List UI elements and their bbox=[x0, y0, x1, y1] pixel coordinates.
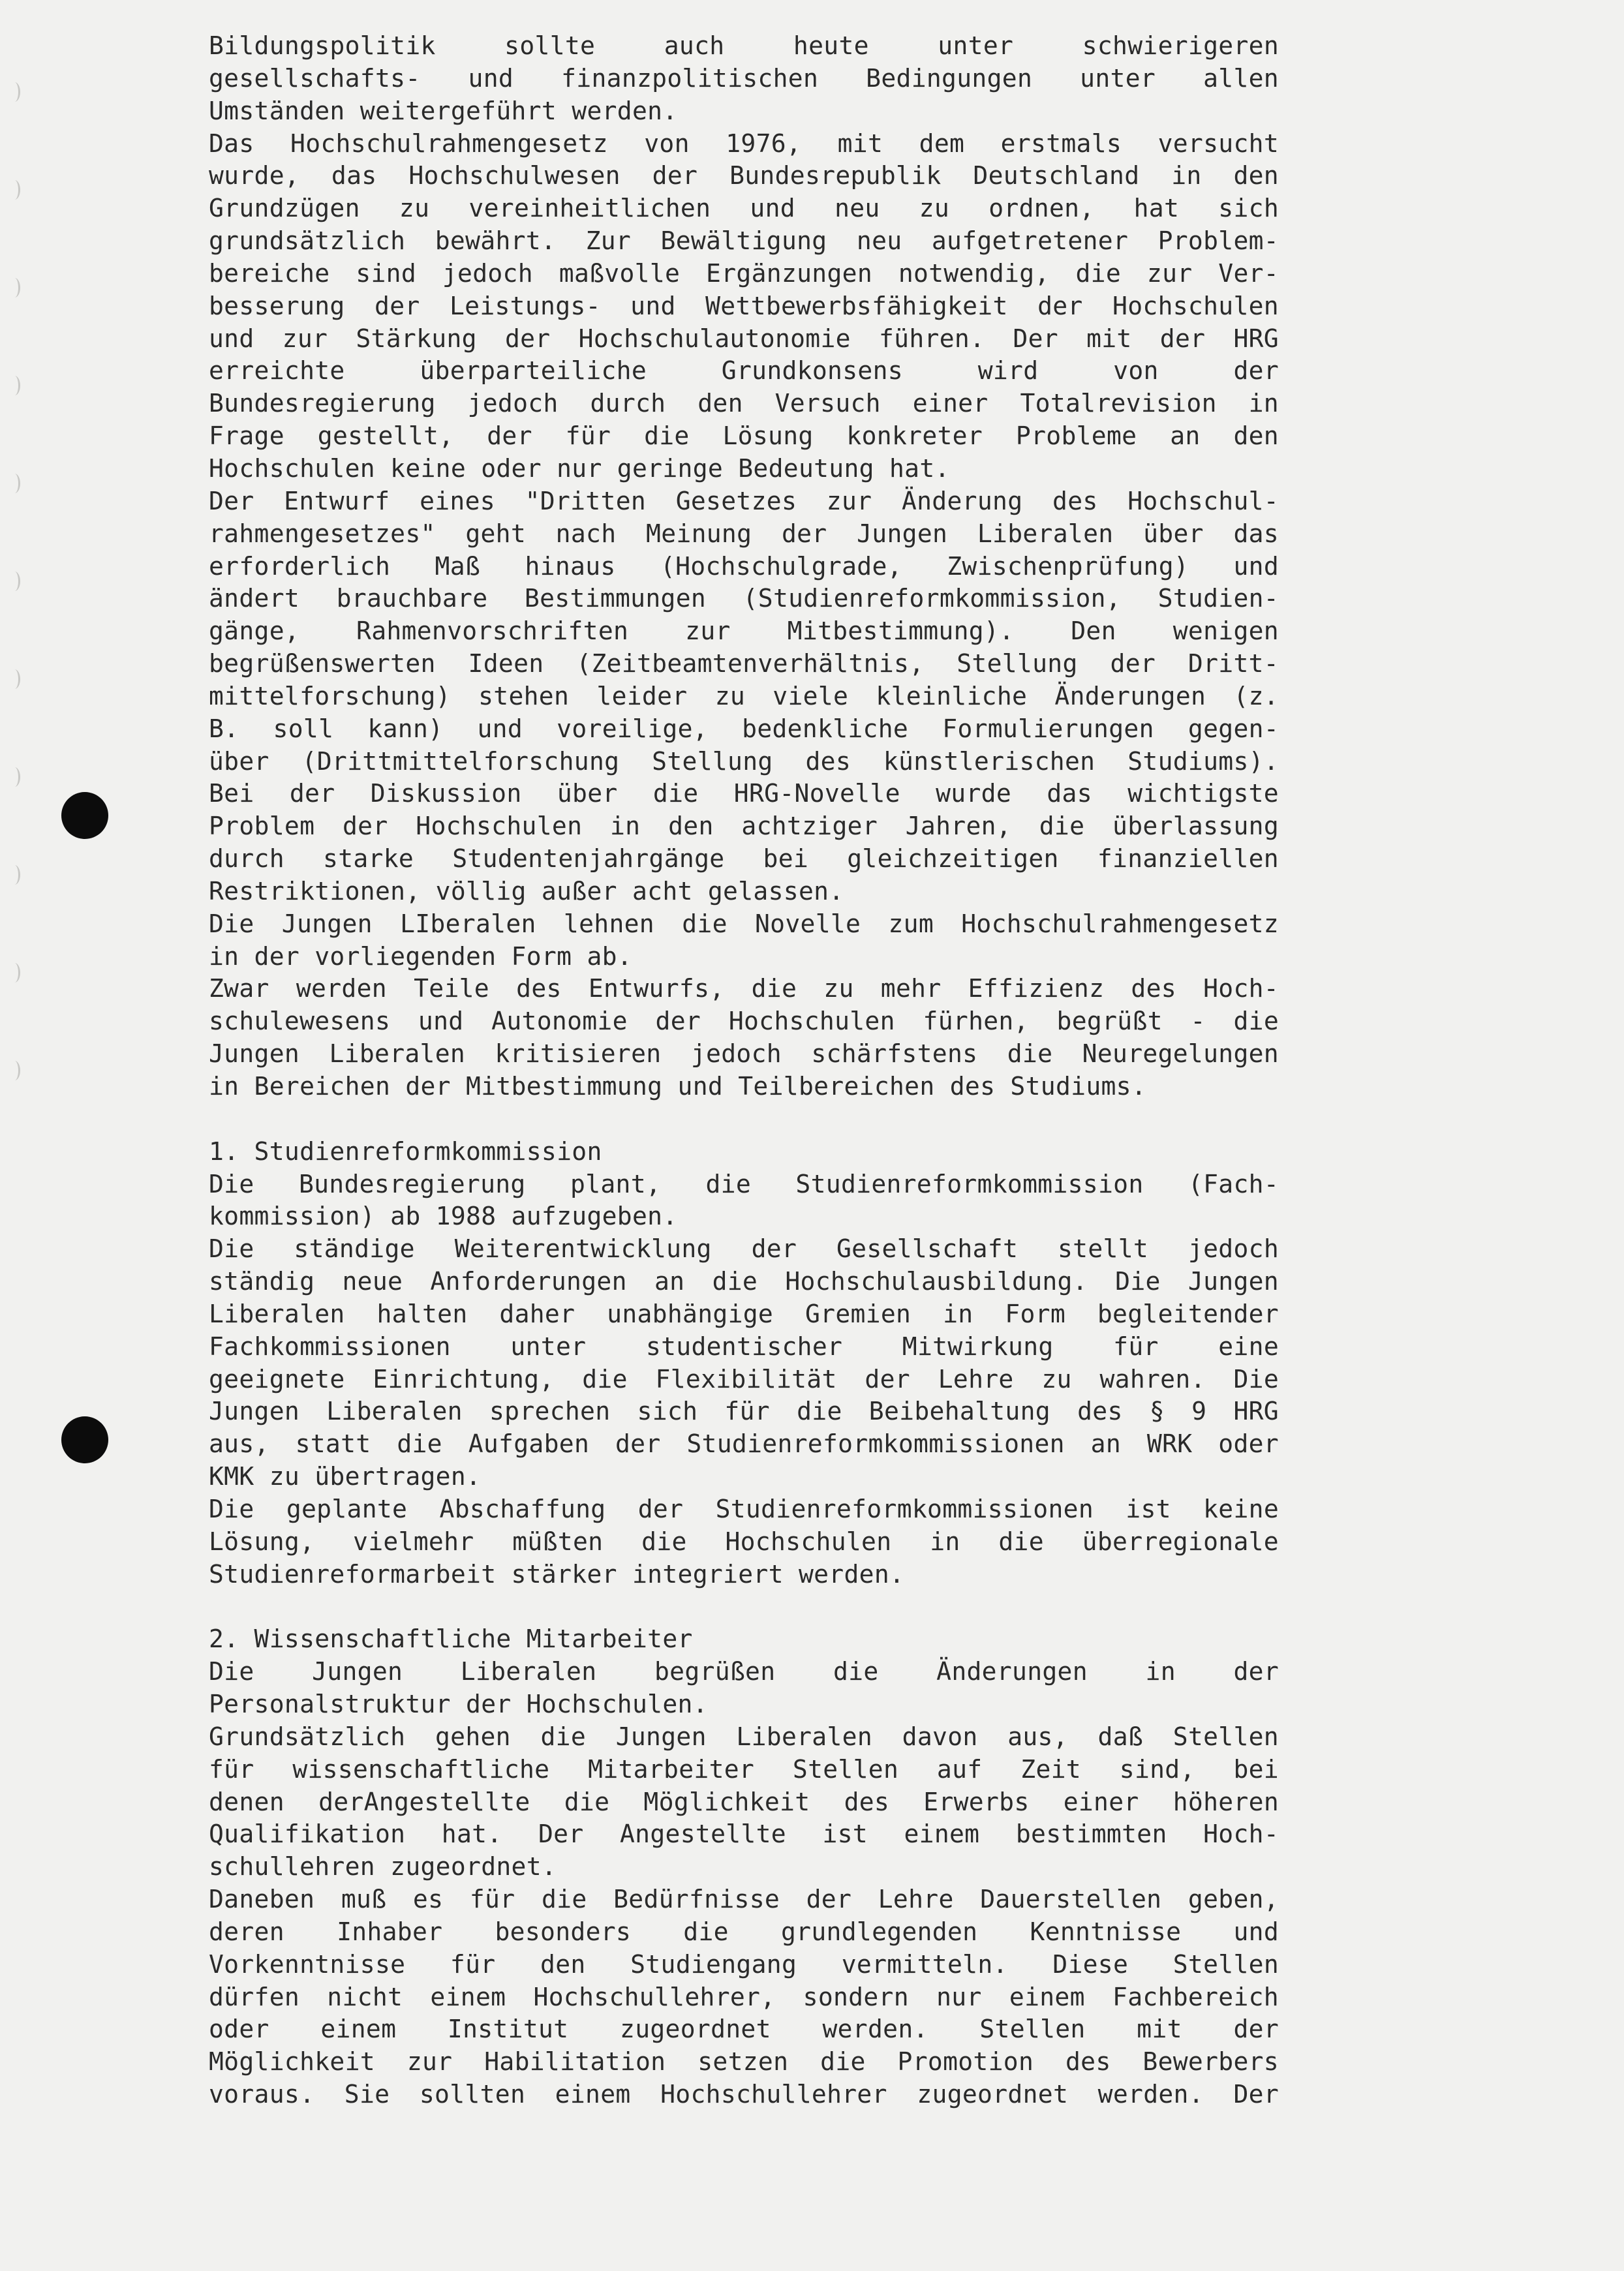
binding-mark bbox=[9, 180, 20, 200]
text-line: ändert brauchbare Bestimmungen (Studienreformkommission, Studien- bbox=[209, 584, 1279, 613]
blank-line bbox=[209, 1103, 1279, 1136]
text-line: mittelforschung) stehen leider zu viele kleinliche Änderungen (z. bbox=[209, 681, 1279, 710]
text-line: aus, statt die Aufgaben der Studienreformkommissionen an WRK oder bbox=[209, 1429, 1279, 1459]
text-line: deren Inhaber besonders die grundlegenden Kenntnisse und bbox=[209, 1917, 1279, 1946]
binding-mark bbox=[9, 865, 20, 885]
text-line: Personalstruktur der Hochschulen. bbox=[209, 1690, 708, 1719]
text-line: in Bereichen der Mitbestimmung und Teilbereichen des Studiums. bbox=[209, 1072, 1147, 1101]
text-line: Jungen Liberalen kritisieren jedoch schärfstens die Neuregelungen bbox=[209, 1039, 1279, 1069]
text-line: kommission) ab 1988 aufzugeben. bbox=[209, 1202, 678, 1231]
binding-mark bbox=[9, 767, 20, 787]
text-line: Grundsätzlich gehen die Jungen Liberalen davon aus, daß Stellen bbox=[209, 1722, 1279, 1751]
binding-mark bbox=[9, 572, 20, 591]
binding-mark bbox=[9, 963, 20, 983]
text-line: Umständen weitergeführt werden. bbox=[209, 96, 678, 125]
text-line: voraus. Sie sollten einem Hochschullehrer zugeordnet werden. Der bbox=[209, 2080, 1279, 2109]
text-line: 1. Studienreformkommission bbox=[209, 1136, 602, 1166]
text-line: Hochschulen keine oder nur geringe Bedeutung hat. bbox=[209, 453, 950, 483]
text-line: ständig neue Anforderungen an die Hochschulausbildung. Die Jungen bbox=[209, 1267, 1279, 1296]
text-line: gesellschafts- und finanzpolitischen Bedingungen unter allen bbox=[209, 63, 1279, 93]
text-line: Frage gestellt, der für die Lösung konkreter Probleme an den bbox=[209, 421, 1279, 451]
text-line: denen derAngestellte die Möglichkeit des Erwerbs einer höheren bbox=[209, 1787, 1279, 1816]
text-line: oder einem Institut zugeordnet werden. Stellen mit der bbox=[209, 2015, 1279, 2044]
text-line: erforderlich Maß hinaus (Hochschulgrade, Zwischenprüfung) und bbox=[209, 551, 1279, 581]
text-line: Die Bundesregierung plant, die Studienreformkommission (Fach- bbox=[209, 1169, 1279, 1198]
text-line: grundsätzlich bewährt. Zur Bewältigung neu aufgetretener Problem- bbox=[209, 226, 1279, 256]
text-line: KMK zu übertragen. bbox=[209, 1462, 482, 1491]
text-line: Bundesregierung jedoch durch den Versuch einer Totalrevision in bbox=[209, 389, 1279, 418]
binding-mark bbox=[9, 376, 20, 395]
punch-hole-lower bbox=[61, 1416, 108, 1463]
text-line: B. soll kann) und voreilige, bedenkliche Formulierungen gegen- bbox=[209, 714, 1279, 743]
binding-mark bbox=[9, 278, 20, 297]
text-line: Bei der Diskussion über die HRG-Novelle wurde das wichtigste bbox=[209, 779, 1279, 808]
text-line: Möglichkeit zur Habilitation setzen die Promotion des Bewerbers bbox=[209, 2047, 1279, 2077]
text-line: in der vorliegenden Form ab. bbox=[209, 941, 632, 971]
text-line: Die Jungen Liberalen begrüßen die Änderungen in der bbox=[209, 1657, 1279, 1686]
text-line: Das Hochschulrahmengesetz von 1976, mit dem erstmals versucht bbox=[209, 129, 1279, 158]
text-line: wurde, das Hochschulwesen der Bundesrepublik Deutschland in den bbox=[209, 161, 1279, 191]
text-line: begrüßenswerten Ideen (Zeitbeamtenverhältnis, Stellung der Dritt- bbox=[209, 649, 1279, 678]
text-line: Problem der Hochschulen in den achtziger Jahren, die überlassung bbox=[209, 812, 1279, 841]
text-line: Studienreformarbeit stärker integriert werden. bbox=[209, 1559, 905, 1589]
text-line: schulewesens und Autonomie der Hochschulen fürhen, begrüßt - die bbox=[209, 1007, 1279, 1036]
text-line: für wissenschaftliche Mitarbeiter Stellen auf Zeit sind, bei bbox=[209, 1754, 1279, 1784]
binding-mark bbox=[9, 669, 20, 689]
text-line: durch starke Studentenjahrgänge bei gleichzeitigen finanziellen bbox=[209, 844, 1279, 874]
text-line: Der Entwurf eines "Dritten Gesetzes zur Änderung des Hochschul- bbox=[209, 486, 1279, 515]
text-line: Die Jungen LIberalen lehnen die Novelle zum Hochschulrahmengesetz bbox=[209, 909, 1279, 938]
text-line: geeignete Einrichtung, die Flexibilität der Lehre zu wahren. Die bbox=[209, 1364, 1279, 1394]
text-line: dürfen nicht einem Hochschullehrer, sondern nur einem Fachbereich bbox=[209, 1982, 1279, 2011]
punch-hole-upper bbox=[61, 792, 108, 839]
binding-mark bbox=[9, 1061, 20, 1080]
text-line: Bildungspolitik sollte auch heute unter schwierigeren bbox=[209, 31, 1279, 60]
text-line: 2. Wissenschaftliche Mitarbeiter bbox=[209, 1624, 693, 1654]
document-body bbox=[209, 30, 1279, 2111]
blank-line bbox=[209, 1591, 1279, 1624]
text-line: Die ständige Weiterentwicklung der Gesellschaft stellt jedoch bbox=[209, 1234, 1279, 1264]
text-line: Jungen Liberalen sprechen sich für die Beibehaltung des § 9 HRG bbox=[209, 1397, 1279, 1426]
text-line: bereiche sind jedoch maßvolle Ergänzungen notwendig, die zur Ver- bbox=[209, 258, 1279, 288]
text-line: über (Drittmittelforschung Stellung des künstlerischen Studiums). bbox=[209, 746, 1279, 776]
text-line: besserung der Leistungs- und Wettbewerbsfähigkeit der Hochschulen bbox=[209, 291, 1279, 320]
binding-mark bbox=[9, 82, 20, 102]
text-line: und zur Stärkung der Hochschulautonomie führen. Der mit der HRG bbox=[209, 324, 1279, 353]
text-line: Fachkommissionen unter studentischer Mitwirkung für eine bbox=[209, 1332, 1279, 1361]
text-line: Vorkenntnisse für den Studiengang vermitteln. Diese Stellen bbox=[209, 1949, 1279, 1979]
text-line: schullehren zugeordnet. bbox=[209, 1852, 557, 1882]
text-line: Die geplante Abschaffung der Studienreformkommissionen ist keine bbox=[209, 1494, 1279, 1523]
text-line: Restriktionen, völlig außer acht gelassen. bbox=[209, 876, 844, 906]
text-line: Liberalen halten daher unabhängige Gremien in Form begleitender bbox=[209, 1299, 1279, 1328]
binding-mark bbox=[9, 474, 20, 493]
text-line: Grundzügen zu vereinheitlichen und neu zu ordnen, hat sich bbox=[209, 194, 1279, 223]
text-line: erreichte überparteiliche Grundkonsens wird von der bbox=[209, 356, 1279, 386]
text-line: Daneben muß es für die Bedürfnisse der Lehre Dauerstellen geben, bbox=[209, 1885, 1279, 1914]
text-line: rahmengesetzes" geht nach Meinung der Jungen Liberalen über das bbox=[209, 519, 1279, 548]
text-line: Lösung, vielmehr müßten die Hochschulen in die überregionale bbox=[209, 1527, 1279, 1556]
text-line: Qualifikation hat. Der Angestellte ist einem bestimmten Hoch- bbox=[209, 1820, 1279, 1849]
text-line: gänge, Rahmenvorschriften zur Mitbestimmung). Den wenigen bbox=[209, 617, 1279, 646]
text-line: Zwar werden Teile des Entwurfs, die zu mehr Effizienz des Hoch- bbox=[209, 974, 1279, 1003]
